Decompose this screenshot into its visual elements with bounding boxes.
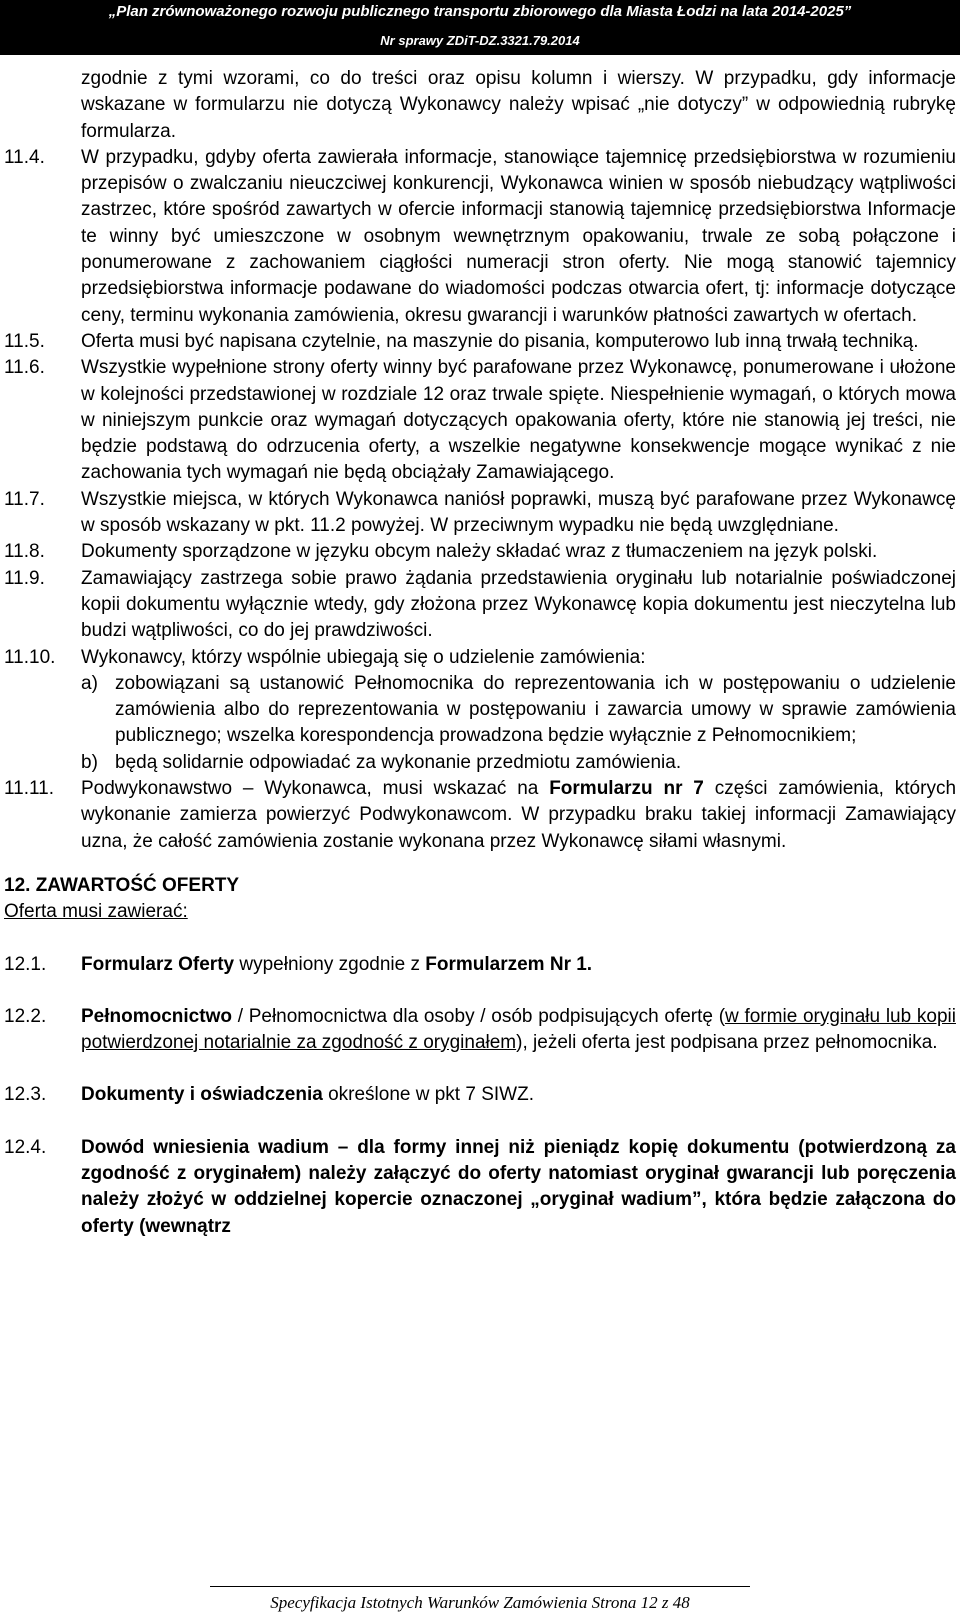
form-reference: Formularzu nr 7 (549, 778, 704, 800)
subitem-b (0, 750, 960, 776)
item-text (81, 1004, 960, 1057)
text: / Pełnomocnictwa dla osoby / osób podpisujących ofertę ( (231, 1005, 726, 1027)
item-text (81, 1082, 960, 1108)
item-11-9 (0, 566, 960, 645)
item-11-5 (0, 329, 960, 355)
item-text: Wszystkie wypełnione strony oferty winny być parafowane przez Wykonawcę, ponumerowane i ułożone w kolejności przedstawionej w rozdziale 12 oraz trwale spięte. Niespełnienie wymagań, o których mowa w niniejszym punkcie oraz wymagań dotyczących opakowania oferty, które nie stanowią jej treści, nie będzie podstawą do odrzucenia oferty, a wszelkie negatywne konsekwencje mogące wynikać z nie zachowania tych wymagań nie będą obciążały Zamawiającego. (81, 357, 956, 484)
item-11-6 (0, 355, 960, 486)
bold-term: Dowód wniesienia wadium – dla formy innej niż pieniądz kopię dokumentu (potwierdzoną za zgodność z oryginałem) należy załączyć do oferty natomiast oryginał gwarancji lub poręczenia należy złożyć w oddzielnej kopercie oznaczonej „oryginał wadium”, która będzie załączona do oferty (wewnątrz (81, 1136, 956, 1237)
item-12-2 (0, 1004, 960, 1057)
text: ), jeżeli oferta jest podpisana przez pełnomocnika. (516, 1032, 938, 1054)
item-12-3 (0, 1082, 960, 1108)
item-11-7 (0, 487, 960, 540)
item-number: 12.1. (4, 953, 47, 975)
page-header (0, 0, 960, 55)
item-number: 11.11. (4, 778, 55, 800)
form-reference: Formularzem Nr 1. (425, 953, 593, 975)
bold-term: Pełnomocnictwo (81, 1005, 232, 1027)
subitem-letter: b) (81, 751, 98, 773)
text: wypełniony zgodnie z (234, 953, 426, 975)
subitem-a (0, 671, 960, 750)
item-text (81, 952, 960, 978)
item-number: 11.8. (4, 541, 45, 563)
item-number: 11.10. (4, 646, 56, 668)
document-title: „Plan zrównoważonego rozwoju publicznego transportu zbiorowego dla Miasta Łodzi na lata 2014-2025” (108, 3, 852, 20)
case-number: Nr sprawy ZDiT-DZ.3321.79.2014 (380, 33, 580, 48)
item-number: 11.5. (4, 330, 45, 352)
item-number: 11.9. (4, 567, 45, 589)
section-subheading: Oferta musi zawierać: (4, 901, 188, 923)
item-text: W przypadku, gdyby oferta zawierała informacje, stanowiące tajemnicę przedsiębiorstwa w rozumieniu przepisów o zwalczaniu nieuczciwej konkurencji, Wykonawca winien w sposób niebudzący wątpliwości zastrzec, które spośród zawartych w ofercie informacji stanowią tajemnicę przedsiębiorstwa Informacje te winny być umieszczone w osobnym wewnętrznym opakowaniu, trwale ze sobą połączone i ponumerowane z zachowaniem ciągłości numeracji stron oferty. Nie mogą stanowić tajemnicy przedsiębiorstwa informacje podawane do wiadomości podczas otwarcia ofert, tj: informacje dotyczące ceny, terminu wykonania zamówienia, okresu gwarancji i warunków płatności zawartych w ofertach. (81, 146, 956, 326)
item-11-4 (0, 145, 960, 329)
item-number: 12.4. (4, 1136, 47, 1158)
text-before: Podwykonawstwo – Wykonawca, musi wskazać na (81, 778, 550, 800)
item-number: 11.4. (4, 146, 45, 168)
section-heading: 12. ZAWARTOŚĆ OFERTY (4, 874, 240, 896)
intro-paragraph: zgodnie z tymi wzorami, co do treści oraz opisu kolumn i wierszy. W przypadku, gdy informacje wskazane w formularzu nie dotyczą Wykonawcy należy wpisać „nie dotyczy” w odpowiednią rubrykę formularza. (81, 68, 956, 142)
item-number: 11.7. (4, 488, 45, 510)
item-text: Dokumenty sporządzone w języku obcym należy składać wraz z tłumaczeniem na język polski. (81, 541, 878, 563)
item-12-1 (0, 952, 960, 978)
item-11-10 (0, 645, 960, 671)
item-number: 11.6. (4, 357, 45, 379)
subitem-text: zobowiązani są ustanowić Pełnomocnika do reprezentowania ich w postępowaniu o udzielenie zamówienia albo do reprezentowania w postępowaniu i zawarcia umowy w sprawie zamówienia publicznego; wszelka korespondencja prowadzona będzie wyłącznie z Pełnomocnikiem; (115, 672, 956, 747)
footer-rule (210, 1586, 750, 1587)
text-after: części zamówienia, których wykonanie zamierza powierzyć Podwykonawcom. W przypadku braku takiej informacji Zamawiający uzna, że całość zamówienia zostanie wykonana przez Wykonawcę siłami własnymi. (81, 778, 957, 852)
text: określone w pkt 7 SIWZ. (322, 1084, 534, 1106)
subitem-letter: a) (81, 672, 98, 694)
bold-term: Dokumenty i oświadczenia (81, 1084, 323, 1106)
underlined-text: w formie oryginału lub kopii potwierdzonej notarialnie za zgodność z oryginałem (81, 1005, 956, 1054)
item-text: Oferta musi być napisana czytelnie, na maszynie do pisania, komputerowo lub inną trwałą techniką. (81, 330, 919, 352)
item-11-8 (0, 539, 960, 565)
item-12-4 (0, 1135, 960, 1240)
bold-term: Formularz Oferty (81, 953, 235, 975)
item-text: Wszystkie miejsca, w których Wykonawca naniósł poprawki, muszą być parafowane przez Wykonawcę w sposób wskazany w pkt. 11.2 powyżej. W przeciwnym wypadku nie będą uwzględniane. (81, 488, 956, 537)
item-number: 12.2. (4, 1005, 47, 1027)
page-footer: Specyfikacja Istotnych Warunków Zamówienia Strona 12 z 48 (270, 1593, 690, 1612)
document-body (0, 66, 960, 1240)
item-text (81, 776, 960, 855)
item-11-11 (0, 776, 960, 855)
item-text: Zamawiający zastrzega sobie prawo żądania przedstawienia oryginału lub notarialnie poświadczonej kopii dokumentu wyłącznie wtedy, gdy złożona przez Wykonawcę kopia dokumentu jest nieczytelna lub budzi wątpliwości, co do jej prawdziwości. (81, 567, 956, 642)
item-text (81, 1135, 960, 1240)
subitem-text: będą solidarnie odpowiadać za wykonanie przedmiotu zamówienia. (115, 751, 682, 773)
item-text: Wykonawcy, którzy wspólnie ubiegają się o udzielenie zamówienia: (81, 646, 646, 668)
item-number: 12.3. (4, 1084, 47, 1106)
